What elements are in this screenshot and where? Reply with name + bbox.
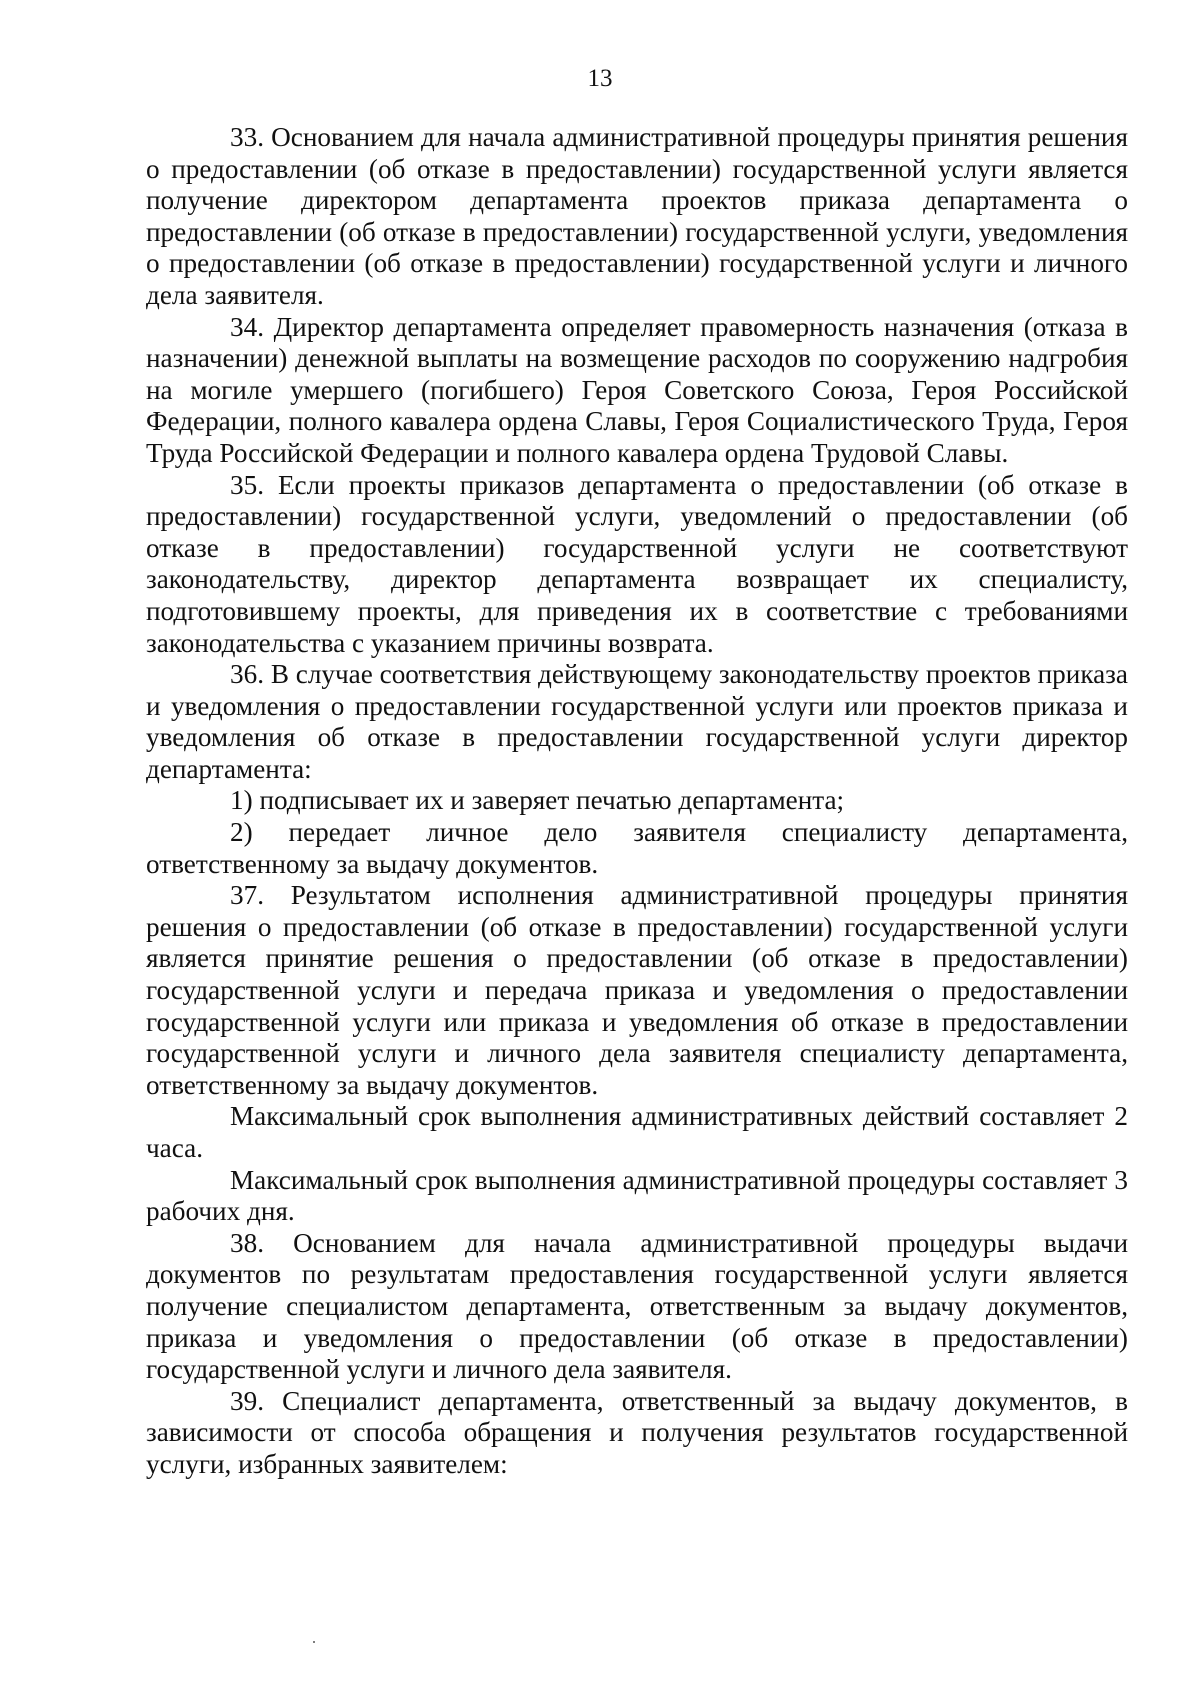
paragraph-38: 38. Основанием для начала административной процедуры выдачи документов по результатам предоставления государственной услуги является получение специалистом департамента, ответственным за выдачу документов, приказа и уведомления о предоставлении (об отказе в предоставлении) государственной услуги и личного дела заявителя. [146,1227,1128,1385]
paragraph-39: 39. Специалист департамента, ответственный за выдачу документов, в зависимости от способа обращения и получения результатов государственной услуги, избранных заявителем: [146,1385,1128,1479]
paragraph-33: 33. Основанием для начала административной процедуры принятия решения о предоставлении (об отказе в предоставлении) государственной услуги является получение директором департамента проектов приказа департамента о предоставлении (об отказе в предоставлении) государственной услуги, уведомления о предоставлении (об отказе в предоставлении) государственной услуги и личного дела заявителя. [146,122,1128,310]
paragraph-36-item-1: 1) подписывает их и заверяет печатью департамента; [230,785,845,816]
paragraph-37: 37. Результатом исполнения административной процедуры принятия решения о предоставлении (об отказе в предоставлении) государственной услуги является принятие решения о предоставлении (об отказе в предоставлении) государственной услуги и передача приказа и уведомления о предоставлении государственной услуги или приказа и уведомления об отказе в предоставлении государственной услуги и личного дела заявителя специалисту департамента, ответственному за выдачу документов. [146,880,1128,1100]
paragraph-36-item-2: 2) передает личное дело заявителя специалисту департамента, ответственному за выдачу документов. [146,817,1128,879]
document-body [146,122,1128,1481]
paragraph-34: 34. Директор департамента определяет правомерность назначения (отказа в назначении) денежной выплаты на возмещение расходов по сооружению надгробия на могиле умершего (погибшего) Героя Советского Союза, Героя Российской Федерации, полного кавалера ордена Славы, Героя Социалистического Труда, Героя Труда Российской Федерации и полного кавалера ордена Трудовой Славы. [146,311,1128,468]
paragraph-37-deadline-actions: Максимальный срок выполнения административных действий составляет 2 часа. [146,1101,1128,1163]
scan-speck [313,1641,315,1643]
page-number: 13 [587,65,613,92]
paragraph-35: 35. Если проекты приказов департамента о предоставлении (об отказе в предоставлении) государственной услуги, уведомлений о предоставлении (об отказе в предоставлении) государственной услуги не соответствуют законодательству, директор департамента возвращает их специалисту, подготовившему проекты, для приведения их в соответствие с требованиями законодательства с указанием причины возврата. [146,469,1128,658]
paragraph-36: 36. В случае соответствия действующему законодательству проектов приказа и уведомления о предоставлении государственной услуги или проектов приказа и уведомления об отказе в предоставлении государственной услуги директор департамента: [146,659,1128,784]
paragraph-37-deadline-procedure: Максимальный срок выполнения административной процедуры составляет 3 рабочих дня. [146,1164,1128,1227]
